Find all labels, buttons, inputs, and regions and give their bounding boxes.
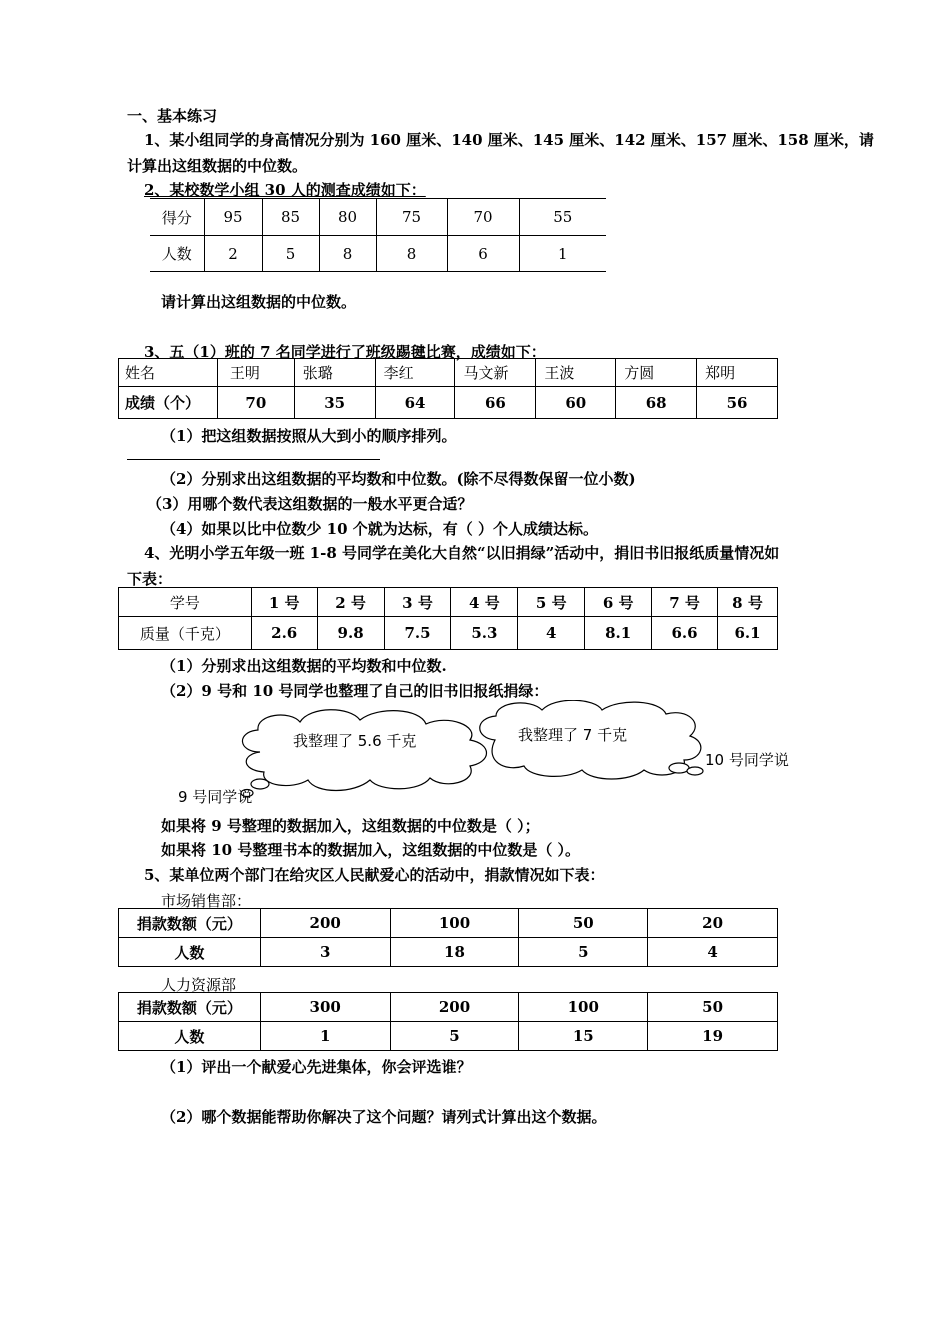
q5-dept2-label: 人力资源部 [161, 976, 237, 994]
section-title: 一、基本练习 [127, 107, 218, 125]
speaker-10-label: 10 号同学说 [705, 751, 789, 769]
table-cell: 7.5 [384, 617, 451, 650]
table-cell: 5 [262, 236, 319, 272]
table-row [119, 909, 778, 938]
table-cell: 100 [519, 993, 648, 1022]
table-cell: 5.3 [451, 617, 518, 650]
table-cell: 300 [260, 993, 390, 1022]
q5-sub2: （2）哪个数据能帮助你解决了这个问题？请列式计算出这个数据。 [161, 1108, 607, 1126]
table-cell: 8 [376, 236, 447, 272]
q5-intro: 5、某单位两个部门在给灾区人民献爱心的活动中，捐款情况如下表： [144, 866, 605, 884]
table-cell: 50 [648, 993, 778, 1022]
q1-line1: 1、某小组同学的身高情况分别为 160 厘米、140 厘米、145 厘米、142 厘米、157 厘米、158 厘米，请 [144, 131, 874, 149]
table-cell: 捐款数额（元） [119, 909, 261, 938]
bubble-text-10: 我整理了 7 千克 [518, 726, 628, 744]
table-cell: 4 [648, 938, 778, 967]
speaker-9-label: 9 号同学说 [178, 788, 253, 806]
answer-line [127, 459, 380, 460]
q4-line1: 4、光明小学五年级一班 1-8 号同学在美化大自然“以旧捐绿”活动中，捐旧书旧报纸质量情况如 [144, 544, 780, 562]
q4-ask2: 如果将 10 号整理书本的数据加入，这组数据的中位数是（ ）。 [161, 841, 581, 859]
table-cell: 质量（千克） [119, 617, 252, 650]
table-cell: 7 号 [652, 588, 718, 617]
table-cell: 200 [260, 909, 390, 938]
table-cell: 35 [294, 387, 375, 419]
table-cell: 2 号 [317, 588, 384, 617]
table-cell: 56 [697, 387, 778, 419]
table-cell: 方圆 [616, 359, 697, 387]
table-cell: 60 [536, 387, 616, 419]
table-cell: 85 [262, 199, 319, 236]
bubble-text-9: 我整理了 5.6 千克 [293, 732, 417, 750]
q4-sub2: （2）9 号和 10 号同学也整理了自己的旧书旧报纸捐绿： [161, 682, 549, 700]
table-cell: 8 号 [718, 588, 778, 617]
q5-dept1-table [118, 908, 778, 967]
table-cell: 1 [519, 236, 606, 272]
table-cell: 70 [217, 387, 294, 419]
table-cell: 马文新 [455, 359, 536, 387]
table-cell: 15 [519, 1022, 648, 1051]
table-cell: 64 [375, 387, 455, 419]
table-cell: 6 [447, 236, 519, 272]
table-cell: 68 [616, 387, 697, 419]
table-cell: 张璐 [294, 359, 375, 387]
table-cell: 2 [204, 236, 262, 272]
table-row [150, 199, 606, 236]
table-cell: 9.8 [317, 617, 384, 650]
cloud-bubble-9 [241, 710, 487, 797]
table-cell: 50 [519, 909, 648, 938]
q2-score-table [150, 198, 606, 272]
table-cell: 得分 [150, 199, 204, 236]
table-cell: 66 [455, 387, 536, 419]
q3-score-table [118, 358, 778, 419]
table-cell: 80 [319, 199, 376, 236]
table-cell: 李红 [375, 359, 455, 387]
table-cell: 人数 [119, 1022, 261, 1051]
table-cell: 70 [447, 199, 519, 236]
table-cell: 1 [260, 1022, 390, 1051]
q3-sub1: （1）把这组数据按照从大到小的顺序排列。 [161, 427, 457, 445]
table-row [119, 617, 778, 650]
q4-line2: 下表： [127, 570, 173, 588]
table-cell: 19 [648, 1022, 778, 1051]
q4-mass-table [118, 587, 778, 650]
q5-dept1-label: 市场销售部： [161, 892, 252, 910]
table-cell: 6.1 [718, 617, 778, 650]
q3-sub3: （3）用哪个数代表这组数据的一般水平更合适？ [147, 495, 473, 513]
table-cell: 5 [390, 1022, 519, 1051]
table-cell: 200 [390, 993, 519, 1022]
q2-ask: 请计算出这组数据的中位数。 [161, 293, 357, 311]
table-cell: 2.6 [251, 617, 317, 650]
table-row [119, 1022, 778, 1051]
table-cell: 95 [204, 199, 262, 236]
table-cell: 20 [648, 909, 778, 938]
table-row [119, 387, 778, 419]
q5-dept2-table [118, 992, 778, 1051]
table-cell: 3 [260, 938, 390, 967]
table-cell: 75 [376, 199, 447, 236]
table-cell: 4 [518, 617, 585, 650]
q4-sub1: （1）分别求出这组数据的平均数和中位数. [161, 657, 447, 675]
q5-sub1: （1）评出一个献爱心先进集体，你会评选谁？ [161, 1058, 472, 1076]
table-cell: 王明 [217, 359, 294, 387]
table-cell: 55 [519, 199, 606, 236]
table-cell: 成绩（个） [119, 387, 218, 419]
table-cell: 王波 [536, 359, 616, 387]
q2-intro: 2、某校数学小组 30 人的测查成绩如下： [144, 181, 426, 199]
table-cell: 人数 [150, 236, 204, 272]
table-row [119, 359, 778, 387]
q3-sub4: （4）如果以比中位数少 10 个就为达标，有（ ）个人成绩达标。 [161, 520, 598, 538]
table-cell: 6 号 [585, 588, 652, 617]
table-row [119, 938, 778, 967]
table-cell: 人数 [119, 938, 261, 967]
table-cell: 学号 [119, 588, 252, 617]
q3-intro: 3、五（1）班的 7 名同学进行了班级踢毽比赛，成绩如下： [144, 343, 546, 361]
table-cell: 姓名 [119, 359, 218, 387]
q1-line2: 计算出这组数据的中位数。 [127, 157, 308, 175]
table-cell: 1 号 [251, 588, 317, 617]
table-cell: 8.1 [585, 617, 652, 650]
table-cell: 6.6 [652, 617, 718, 650]
table-row [119, 588, 778, 617]
table-cell: 郑明 [697, 359, 778, 387]
q3-sub2: （2）分别求出这组数据的平均数和中位数。(除不尽得数保留一位小数) [161, 470, 636, 488]
table-cell: 3 号 [384, 588, 451, 617]
table-cell: 捐款数额（元） [119, 993, 261, 1022]
q4-ask1: 如果将 9 号整理的数据加入，这组数据的中位数是（ ）； [161, 817, 540, 835]
table-cell: 4 号 [451, 588, 518, 617]
table-cell: 100 [390, 909, 519, 938]
table-cell: 8 [319, 236, 376, 272]
table-cell: 5 号 [518, 588, 585, 617]
table-cell: 18 [390, 938, 519, 967]
table-row [119, 993, 778, 1022]
table-row [150, 236, 606, 272]
table-cell: 5 [519, 938, 648, 967]
